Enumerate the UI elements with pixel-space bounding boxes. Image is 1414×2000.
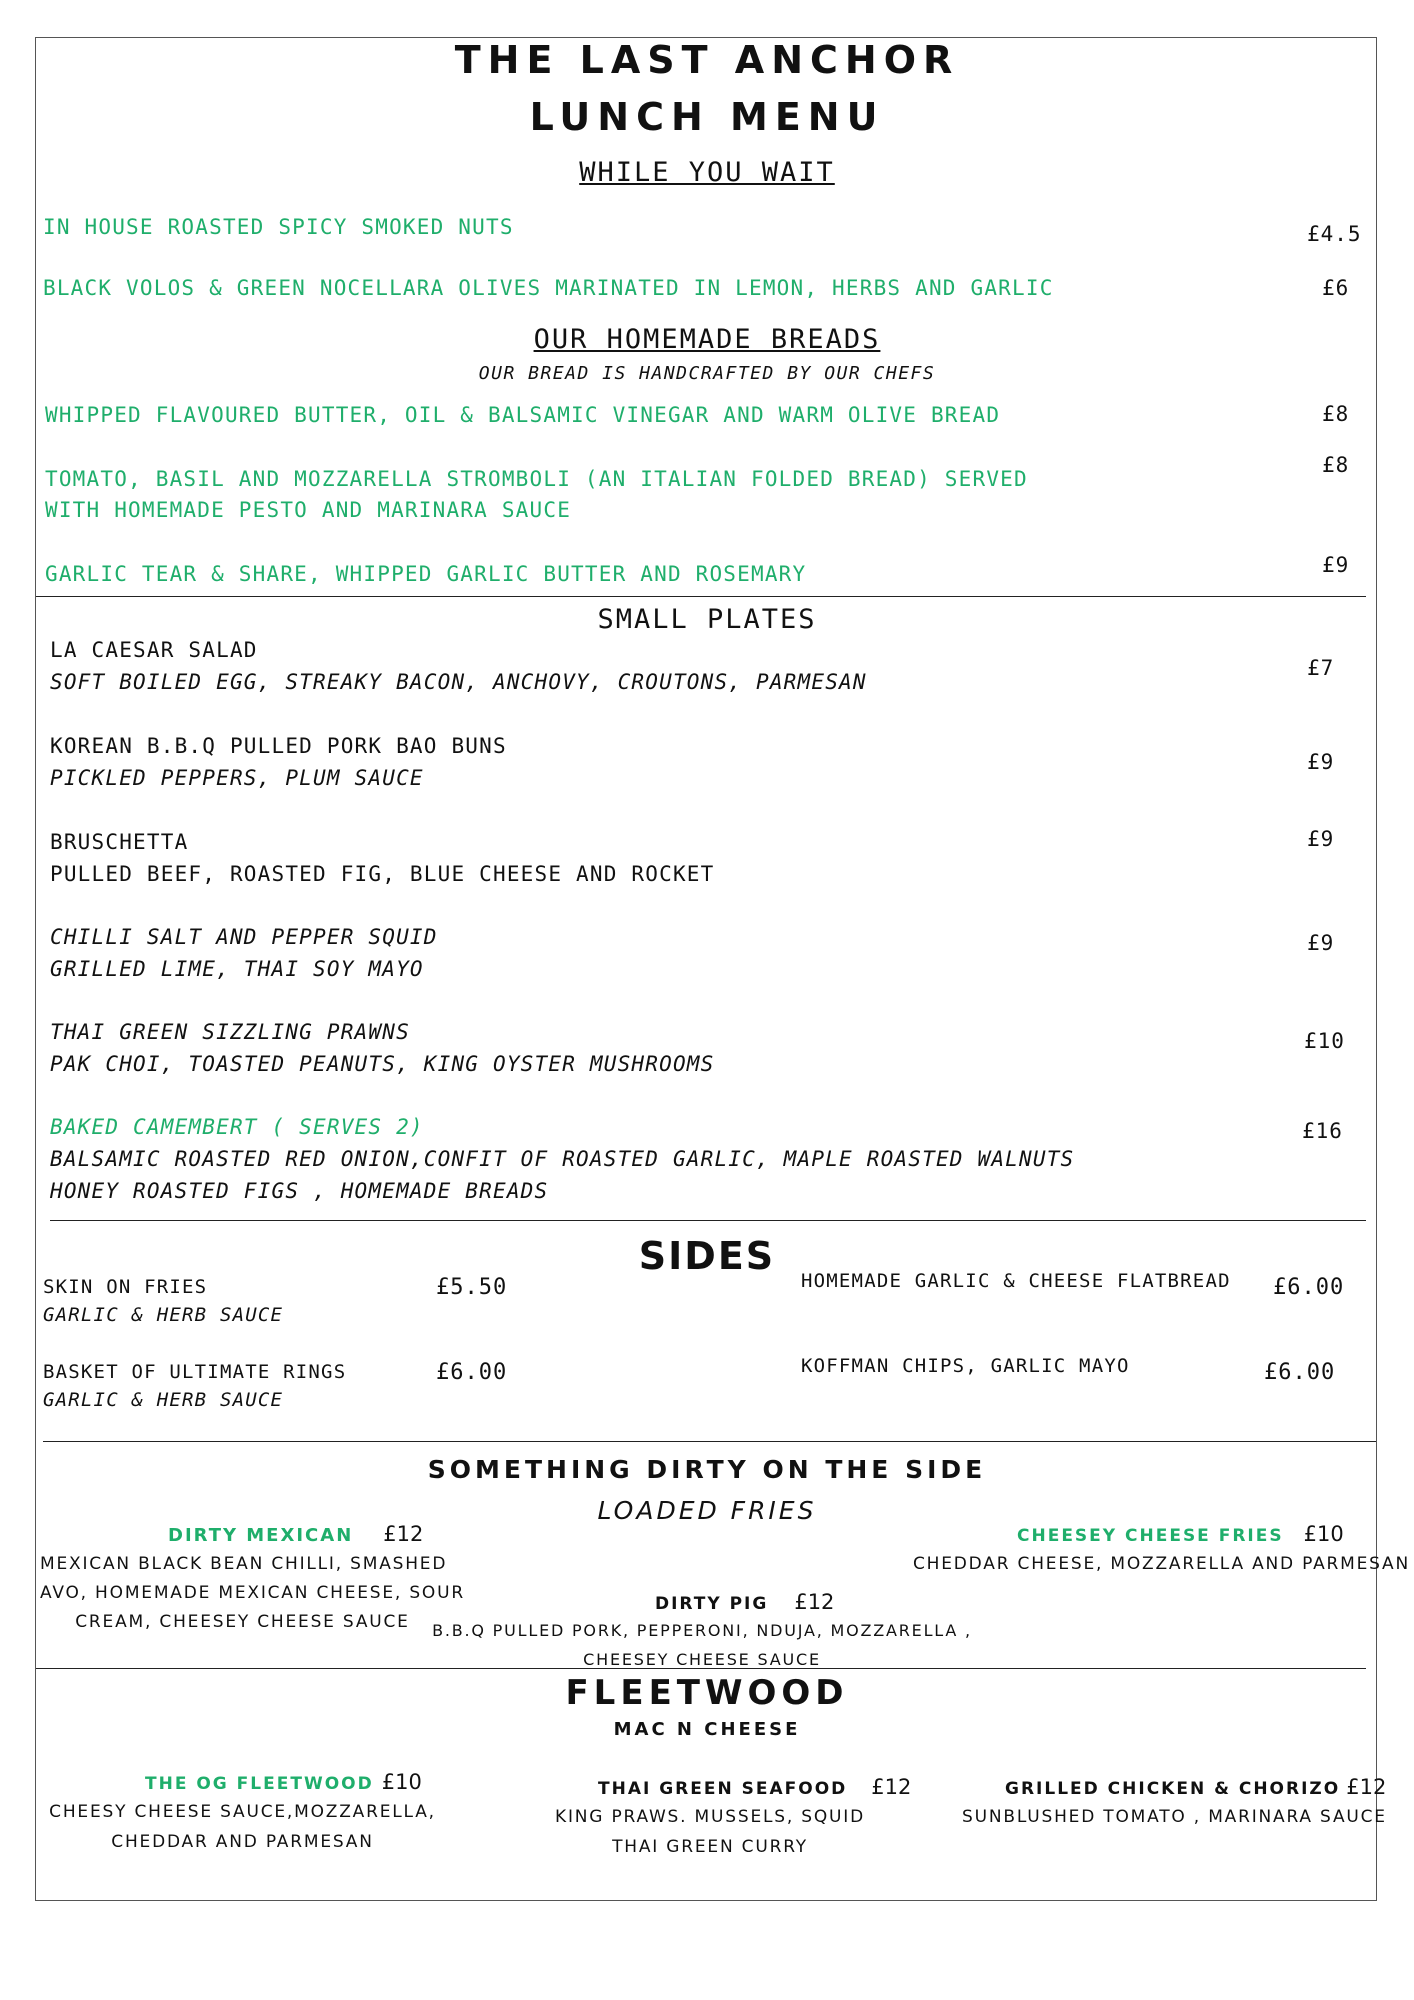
flatbread-name: HOMEMADE GARLIC & CHEESE FLATBREAD (801, 1270, 1231, 1292)
camembert-name: BAKED CAMEMBERT ( SERVES 2) (50, 1115, 424, 1139)
olives-item: BLACK VOLOS & GREEN NOCELLARA OLIVES MARINATED IN LEMON, HERBS AND GARLIC (43, 276, 1054, 300)
restaurant-name: THE LAST ANCHOR (454, 38, 960, 82)
caesar-desc: SOFT BOILED EGG, STREAKY BACON, ANCHOVY, CROUTONS, PARMESAN (50, 670, 867, 694)
dirty-pig-desc1: B.B.Q PULLED PORK, PEPPERONI, NDUJA, MOZZARELLA , (432, 1621, 972, 1640)
divider-dirty (43, 1441, 1376, 1442)
rings-desc: GARLIC & HERB SAUCE (43, 1389, 284, 1411)
chicken-chorizo-title (1005, 1775, 1386, 1799)
bruschetta-price: £9 (1307, 827, 1335, 851)
olive-bread-item: WHIPPED FLAVOURED BUTTER, OIL & BALSAMIC VINEGAR AND WARM OLIVE BREAD (45, 403, 1001, 427)
squid-name: CHILLI SALT AND PEPPER SQUID (50, 925, 438, 949)
stromboli-item-line1: TOMATO, BASIL AND MOZZARELLA STROMBOLI (AN ITALIAN FOLDED BREAD) SERVED (45, 467, 1028, 491)
tear-share-price: £9 (1322, 553, 1350, 577)
og-fleetwood-price: £10 (381, 1770, 422, 1794)
fleetwood-subheading: MAC N CHEESE (613, 1719, 801, 1740)
caesar-price: £7 (1307, 656, 1335, 680)
camembert-price: £16 (1302, 1119, 1343, 1143)
dirty-pig-desc2: CHEESEY CHEESE SAUCE (583, 1650, 821, 1669)
menu-title: LUNCH MENU (529, 95, 885, 139)
breads-heading: OUR HOMEMADE BREADS (533, 324, 881, 355)
flatbread-price: £6.00 (1273, 1275, 1345, 1300)
cheese-fries-price: £10 (1303, 1522, 1344, 1546)
divider-fleetwood (36, 1668, 1366, 1669)
bruschetta-desc: PULLED BEEF, ROASTED FIG, BLUE CHEESE AND ROCKET (50, 862, 715, 886)
cheese-fries-desc: CHEDDAR CHEESE, MOZZARELLA AND PARMESAN (913, 1554, 1410, 1574)
breads-subheading: OUR BREAD IS HANDCRAFTED BY OUR CHEFS (478, 363, 936, 384)
olives-price: £6 (1322, 276, 1350, 300)
dirty-mexican-desc2: AVO, HOMEMADE MEXICAN CHEESE, SOUR (40, 1583, 465, 1603)
thai-seafood-desc1: KING PRAWS. MUSSELS, SQUID (555, 1807, 865, 1827)
chicken-chorizo-name: GRILLED CHICKEN & CHORIZO (1005, 1779, 1341, 1799)
koffman-price: £6.00 (1264, 1360, 1336, 1385)
prawns-name: THAI GREEN SIZZLING PRAWNS (50, 1020, 410, 1044)
dirty-pig-price: £12 (794, 1590, 835, 1614)
cheese-fries-name: CHEESEY CHEESE FRIES (1017, 1526, 1284, 1546)
thai-seafood-title (598, 1775, 911, 1799)
og-fleetwood-title (145, 1770, 422, 1794)
dirty-pig-title (655, 1590, 834, 1614)
chicken-chorizo-desc: SUNBLUSHED TOMATO , MARINARA SAUCE (962, 1807, 1387, 1827)
while-you-wait-heading: WHILE YOU WAIT (579, 157, 835, 188)
nuts-item: IN HOUSE ROASTED SPICY SMOKED NUTS (43, 215, 514, 239)
sides-heading: SIDES (638, 1234, 776, 1278)
og-fleetwood-desc2: CHEDDAR AND PARMESAN (111, 1832, 374, 1852)
bao-price: £9 (1307, 750, 1335, 774)
small-plates-heading: SMALL PLATES (597, 604, 817, 635)
squid-price: £9 (1307, 931, 1335, 955)
dirty-mexican-name: DIRTY MEXICAN (168, 1525, 354, 1546)
dirty-pig-name: DIRTY PIG (655, 1594, 769, 1614)
squid-desc: GRILLED LIME, THAI SOY MAYO (50, 957, 424, 981)
camembert-desc: BALSAMIC ROASTED RED ONION,CONFIT OF ROASTED GARLIC, MAPLE ROASTED WALNUTS (50, 1147, 1075, 1171)
fries-name: SKIN ON FRIES (43, 1276, 208, 1298)
og-fleetwood-name: THE OG FLEETWOOD (145, 1774, 374, 1794)
camembert-desc2: HONEY ROASTED FIGS , HOMEMADE BREADS (50, 1179, 549, 1203)
dirty-heading: SOMETHING DIRTY ON THE SIDE (427, 1455, 987, 1484)
og-fleetwood-desc1: CHEESY CHEESE SAUCE,MOZZARELLA, (49, 1802, 436, 1822)
bruschetta-name: BRUSCHETTA (50, 830, 189, 854)
stromboli-item-line2: WITH HOMEMADE PESTO AND MARINARA SAUCE (45, 498, 572, 522)
dirty-mexican-desc3: CREAM, CHEESEY CHEESE SAUCE (75, 1612, 410, 1632)
loaded-fries-subheading: LOADED FRIES (597, 1496, 817, 1525)
prawns-price: £10 (1304, 1029, 1345, 1053)
thai-seafood-price: £12 (871, 1775, 912, 1799)
bao-desc: PICKLED PEPPERS, PLUM SAUCE (50, 766, 424, 790)
koffman-name: KOFFMAN CHIPS, GARLIC MAYO (801, 1355, 1130, 1377)
fries-desc: GARLIC & HERB SAUCE (43, 1304, 284, 1326)
thai-seafood-name: THAI GREEN SEAFOOD (598, 1779, 848, 1799)
tear-share-item: GARLIC TEAR & SHARE, WHIPPED GARLIC BUTTER AND ROSEMARY (45, 562, 807, 586)
fleetwood-heading: FLEETWOOD (565, 1673, 849, 1713)
fries-price: £5.50 (436, 1275, 508, 1300)
rings-name: BASKET OF ULTIMATE RINGS (43, 1361, 347, 1383)
olive-bread-price: £8 (1322, 402, 1350, 426)
bao-name: KOREAN B.B.Q PULLED PORK BAO BUNS (50, 734, 507, 758)
dirty-mexican-desc1: MEXICAN BLACK BEAN CHILLI, SMASHED (40, 1554, 448, 1574)
divider-small-plates (36, 596, 1366, 597)
dirty-mexican-title (168, 1522, 423, 1546)
stromboli-price: £8 (1322, 453, 1350, 477)
dirty-mexican-price: £12 (383, 1522, 424, 1546)
rings-price: £6.00 (436, 1360, 508, 1385)
divider-sides (50, 1220, 1366, 1221)
thai-seafood-desc2: THAI GREEN CURRY (612, 1837, 808, 1857)
chicken-chorizo-price: £12 (1346, 1775, 1387, 1799)
cheese-fries-title (1017, 1522, 1344, 1546)
caesar-name: LA CAESAR SALAD (50, 638, 258, 662)
nuts-price: £4.5 (1307, 222, 1362, 246)
prawns-desc: PAK CHOI, TOASTED PEANUTS, KING OYSTER MUSHROOMS (50, 1052, 715, 1076)
